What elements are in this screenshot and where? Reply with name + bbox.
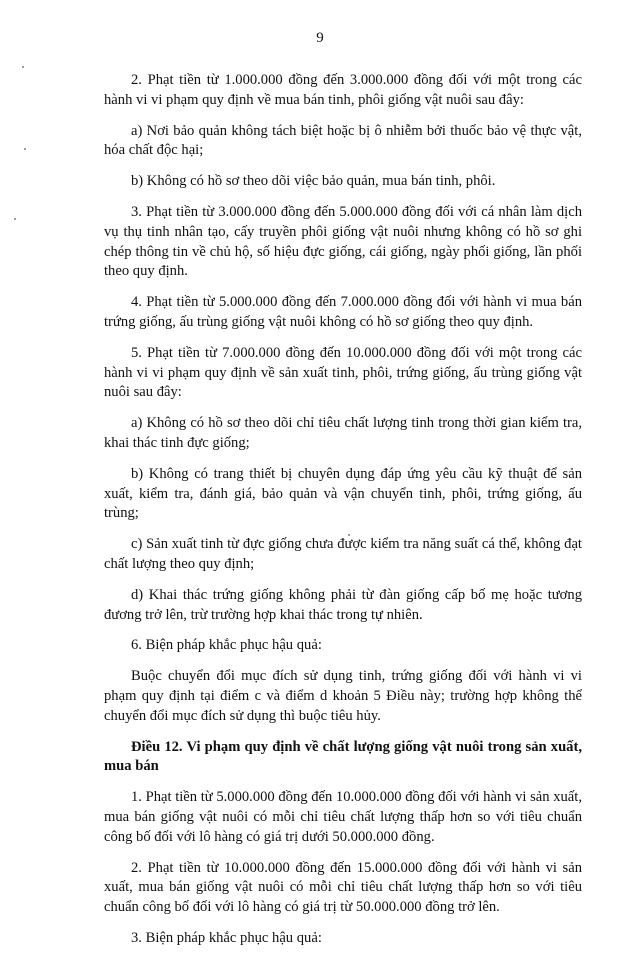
paragraph-clause-2b: b) Không có hồ sơ theo dõi việc bảo quản, mua bán tinh, phôi. — [131, 173, 496, 190]
paragraph-clause-5a: a) Không có hồ sơ theo dõi chỉ tiêu chất lượng tinh trong thời gian kiểm tra, khai thác tinh đực giống; — [104, 415, 582, 451]
paragraph-clause-5: 5. Phạt tiền từ 7.000.000 đồng đến 10.000.000 đồng đối với một trong các hành vi vi phạm quy định về sản xuất tinh, phôi, trứng giống, ấu trùng giống vật nuôi sau đây: — [104, 344, 582, 401]
paragraph-clause-5c: c) Sản xuất tinh từ đực giống chưa được kiểm tra năng suất cá thể, không đạt chất lượng theo quy định; — [104, 536, 582, 572]
page-number: 9 — [316, 30, 324, 46]
document-body — [104, 71, 582, 960]
scan-speck — [22, 66, 24, 68]
scan-speck — [14, 218, 16, 220]
paragraph-clause-3: 3. Phạt tiền từ 3.000.000 đồng đến 5.000.000 đồng đối với cá nhân làm dịch vụ thụ tinh nhân tạo, cấy truyền phôi giống vật nuôi nhưng không có hồ sơ ghi chép thông tin về chủ hộ, số hiệu đực giống, cái giống, ngày phối giống, lần phối theo quy định. — [104, 203, 582, 280]
paragraph-clause-6: 6. Biện pháp khắc phục hậu quả: — [131, 637, 322, 654]
scan-speck — [348, 534, 350, 536]
paragraph-clause-2: 2. Phạt tiền từ 1.000.000 đồng đến 3.000.000 đồng đối với một trong các hành vi vi phạm quy định về mua bán tinh, phôi giống vật nuôi sau đây: — [104, 72, 582, 108]
paragraph-clause-5d: d) Khai thác trứng giống không phải từ đàn giống cấp bố mẹ hoặc tương đương trở lên, trừ trường hợp khai thác trong tự nhiên. — [104, 586, 582, 623]
article-12-heading: Điều 12. Vi phạm quy định về chất lượng giống vật nuôi trong sản xuất, mua bán — [104, 738, 582, 775]
paragraph-article-12-clause-2: 2. Phạt tiền từ 10.000.000 đồng đến 15.000.000 đồng đối với hành vi sản xuất, mua bán giống vật nuôi có mỗi chỉ tiêu chất lượng thấp hơn so với tiêu chuẩn công bố đối với lô hàng có giá trị từ 50.000.000 đồng trở lên. — [104, 859, 582, 916]
paragraph-article-12-clause-1: 1. Phạt tiền từ 5.000.000 đồng đến 10.000.000 đồng đối với hành vi sản xuất, mua bán giống vật nuôi có mỗi chỉ tiêu chất lượng thấp hơn so với tiêu chuẩn công bố đối với lô hàng có giá trị dưới 50.000.000 đồng. — [104, 789, 582, 845]
paragraph-clause-4: 4. Phạt tiền từ 5.000.000 đồng đến 7.000.000 đồng đối với hành vi mua bán trứng giống, ấu trùng giống vật nuôi không có hồ sơ giống theo quy định. — [104, 294, 582, 330]
paragraph-clause-5b: b) Không có trang thiết bị chuyên dụng đáp ứng yêu cầu kỹ thuật để sản xuất, kiểm tra, đánh giá, bảo quản và vận chuyển tinh, phôi, trứng giống, ấu trùng; — [104, 465, 582, 522]
scan-speck — [24, 148, 26, 150]
paragraph-clause-2a: a) Nơi bảo quản không tách biệt hoặc bị ô nhiễm bởi thuốc bảo vệ thực vật, hóa chất độc hại; — [104, 122, 582, 159]
paragraph-article-12-clause-3: 3. Biện pháp khắc phục hậu quả: — [131, 929, 322, 946]
paragraph-remedy: Buộc chuyển đổi mục đích sử dụng tinh, trứng giống đối với hành vi vi phạm quy định tại điểm c và điểm d khoản 5 Điều này; trường hợp không thể chuyển đổi mục đích sử dụng thì buộc tiêu hủy. — [104, 668, 582, 724]
